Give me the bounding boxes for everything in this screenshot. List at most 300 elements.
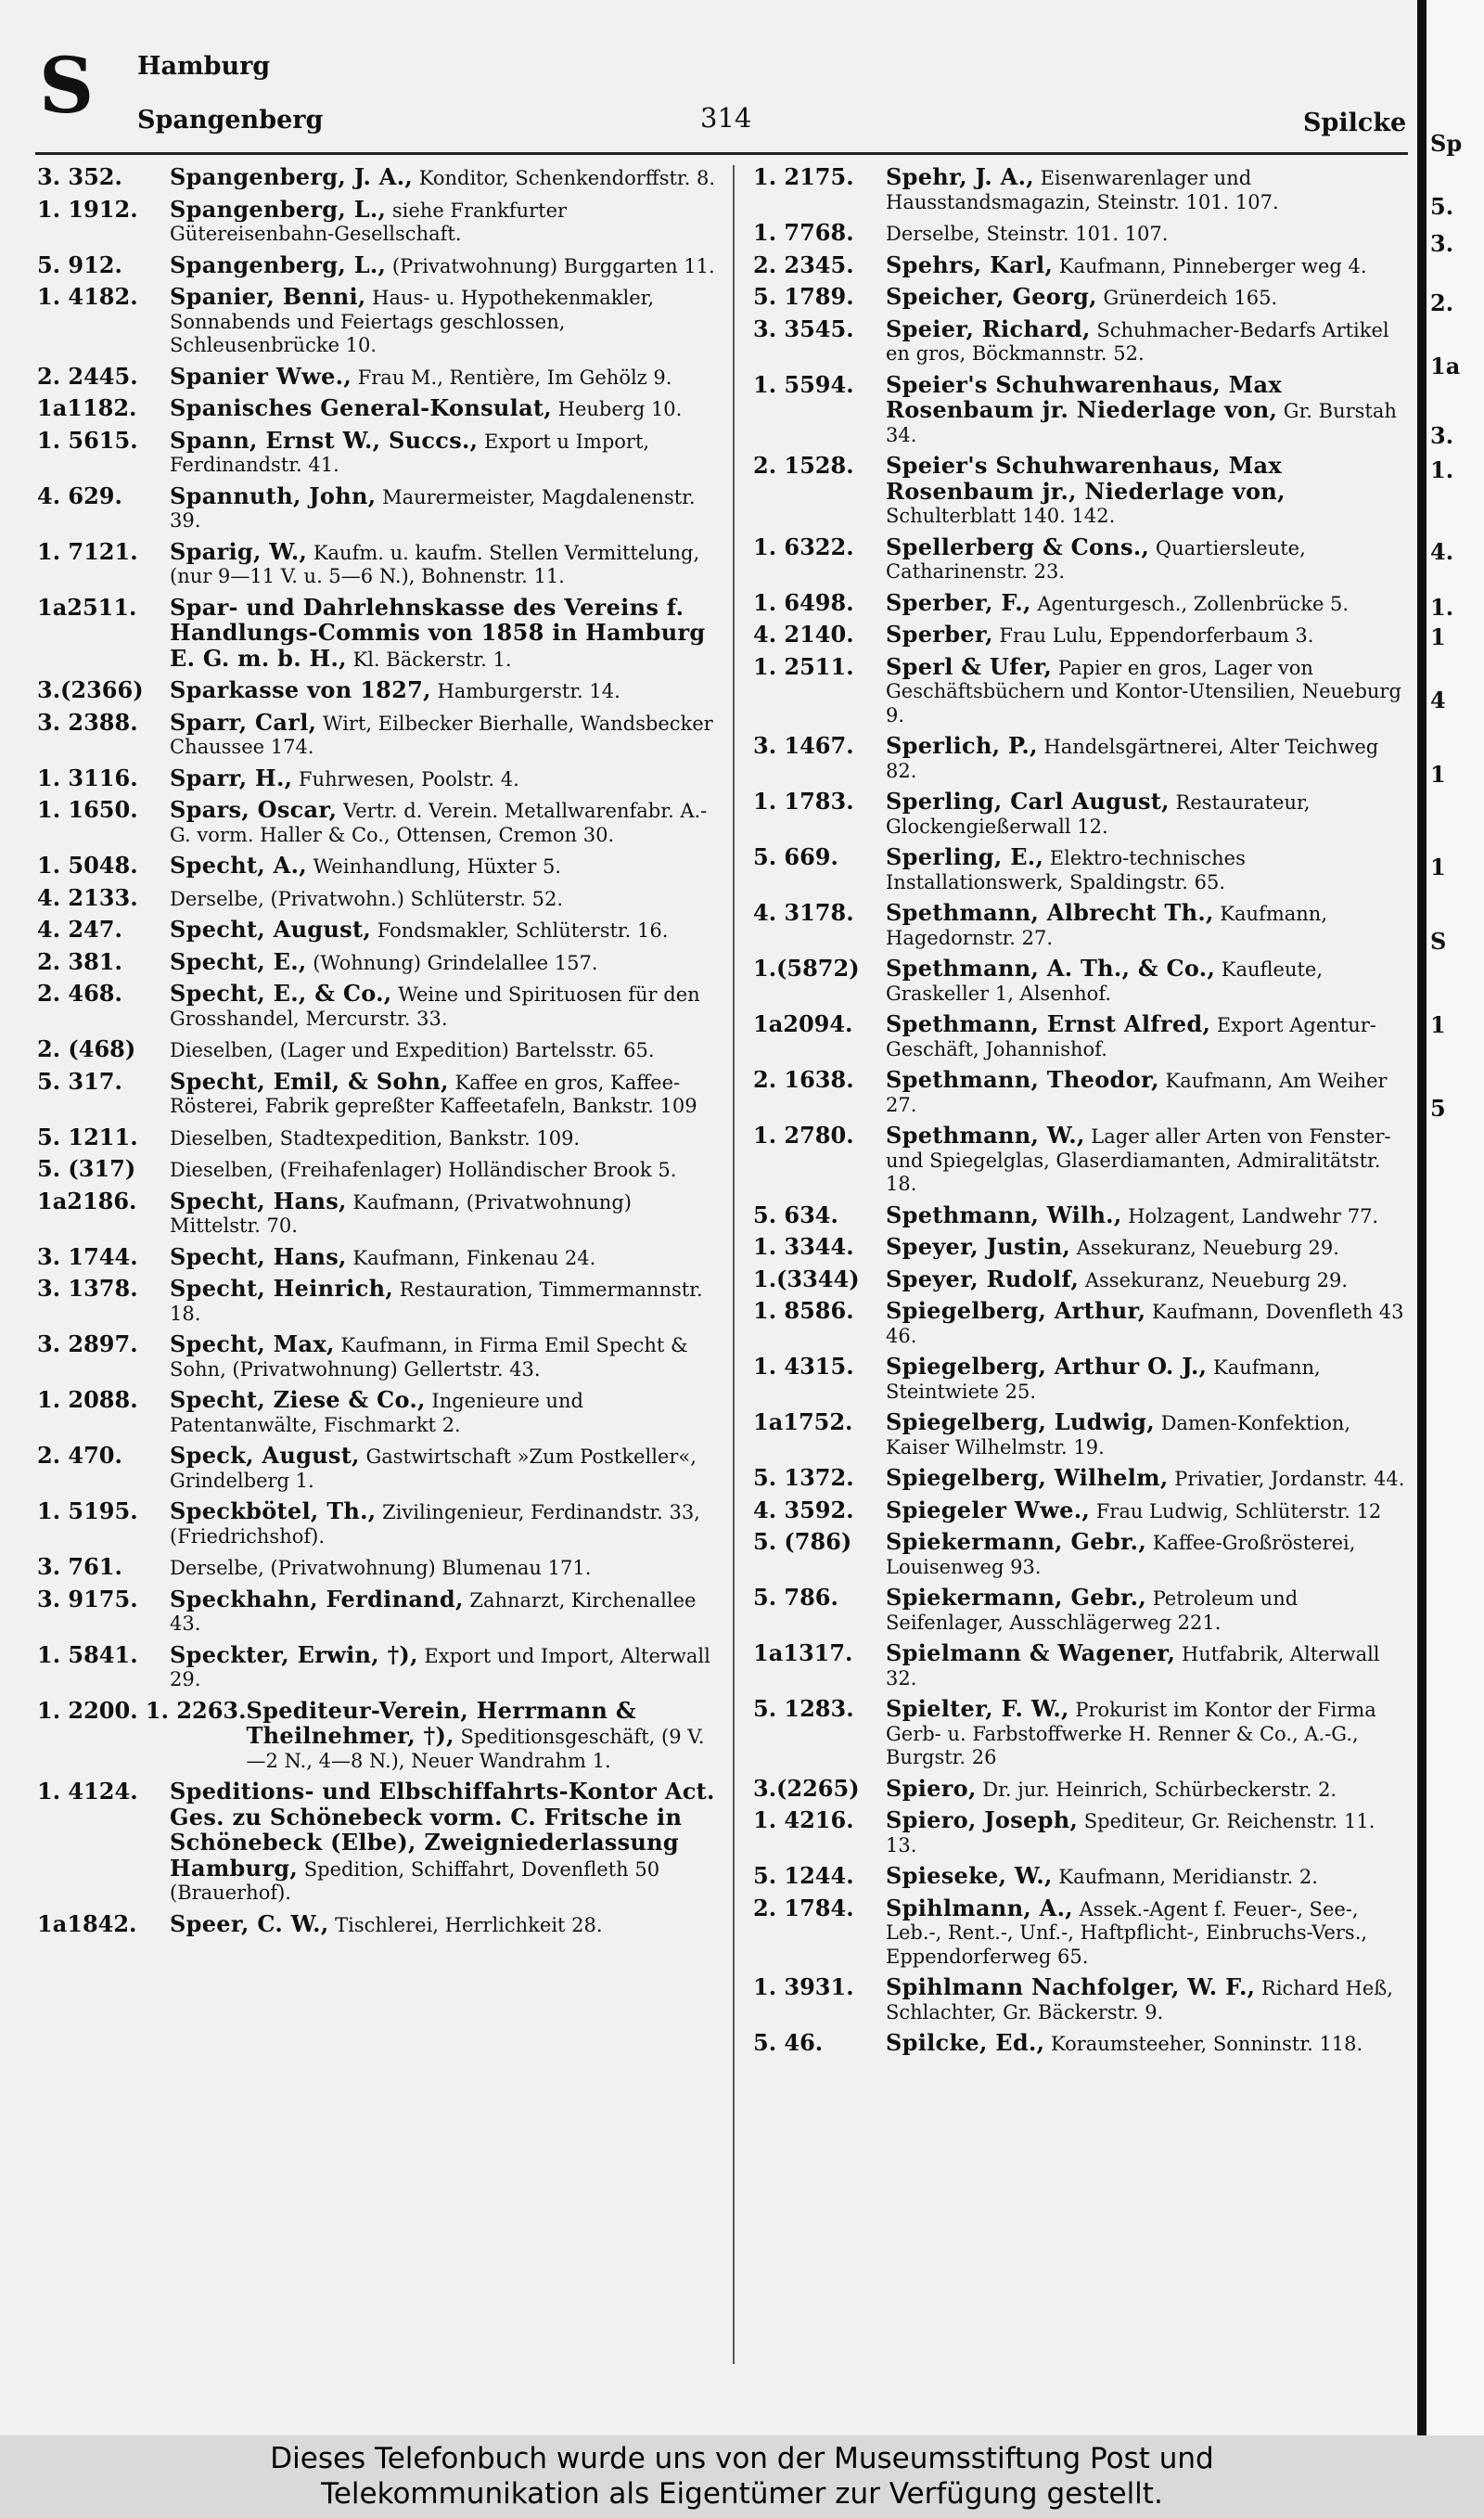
subscriber-name: Specht, Max, xyxy=(170,1330,335,1357)
entry-text xyxy=(170,1277,716,1326)
directory-entry xyxy=(37,1640,716,1692)
directory-entry xyxy=(753,454,1412,529)
subscriber-details: Maurermeister, Magdalenenstr. 39. xyxy=(170,485,696,532)
directory-entry xyxy=(37,1388,716,1437)
next-page-fragment: 1 xyxy=(1430,623,1446,650)
subscriber-details: Damen-Konfektion, Kaiser Wilhelmstr. 19. xyxy=(886,1412,1351,1458)
subscriber-details: Papier en gros, Lager von Geschäftsbüchern und Kontor-Utensilien, Neueburg 9. xyxy=(886,656,1401,726)
subscriber-name: Specht, Hans, xyxy=(170,1187,347,1214)
phone-number: 2. 2445. xyxy=(37,362,138,390)
entry-text xyxy=(170,593,716,673)
subscriber-name: Speyer, Justin, xyxy=(886,1233,1071,1260)
directory-entry xyxy=(753,901,1412,950)
phone-number: 1. 1912. xyxy=(37,195,138,223)
subscriber-details: Assekuranz, Neueburg 29. xyxy=(1084,1268,1349,1291)
subscriber-details: Assek.-Agent f. Feuer-, See-, Leb.-, Rent.-, Unf.-, Haftpflicht-, Einbruchs-Vers., Eppendorferweg 65. xyxy=(886,1897,1368,1968)
next-page-fragment: 5 xyxy=(1430,1095,1446,1122)
subscriber-details: Export und Import, Alterwall 29. xyxy=(170,1644,710,1690)
subscriber-name: Speier, Richard, xyxy=(886,315,1091,342)
subscriber-name: Spethmann, Wilh., xyxy=(886,1201,1122,1228)
entry-text xyxy=(170,1157,716,1183)
subscriber-name: Spethmann, A. Th., & Co., xyxy=(886,955,1216,982)
subscriber-name: Spielmann & Wagener, xyxy=(886,1639,1176,1666)
subscriber-name: Sparr, H., xyxy=(170,764,293,791)
subscriber-name: Specht, Ziese & Co., xyxy=(170,1386,426,1413)
phone-number: 3. 1467. xyxy=(753,732,854,759)
directory-entry xyxy=(37,1555,716,1581)
phone-number: 4. 2133. xyxy=(37,883,138,911)
entry-text xyxy=(170,1189,716,1239)
phone-number: 2. 2345. xyxy=(753,251,854,278)
subscriber-name: Spiegelberg, Arthur, xyxy=(886,1297,1146,1324)
phone-number: 1. 2200. 1. 2263. xyxy=(37,1696,247,1724)
subscriber-details: Dr. jur. Heinrich, Schürbeckerstr. 2. xyxy=(982,1778,1337,1801)
phone-number: 5. (317) xyxy=(37,1155,136,1182)
header-rule xyxy=(35,152,1408,155)
phone-number: 1. 6322. xyxy=(753,533,854,560)
subscriber-name: Sperl & Ufer, xyxy=(886,652,1053,680)
entry-text xyxy=(886,1267,1412,1293)
directory-entry xyxy=(37,883,716,912)
directory-entry xyxy=(753,790,1412,839)
phone-number: 1. 4124. xyxy=(37,1778,138,1805)
subscriber-details: Koraumsteeher, Sonninstr. 118. xyxy=(1050,2033,1363,2055)
subscriber-details: Export u Import, Ferdinandstr. 41. xyxy=(170,430,650,476)
directory-entry xyxy=(37,1909,716,1938)
subscriber-details: (Wohnung) Grindelallee 157. xyxy=(313,951,598,974)
directory-entry xyxy=(37,766,716,792)
entry-text xyxy=(886,1975,1412,2024)
next-page-fragment: 4 xyxy=(1430,687,1446,713)
directory-entry xyxy=(37,947,716,976)
directory-entry xyxy=(753,734,1412,783)
phone-number: 1a2511. xyxy=(37,593,137,621)
entry-text xyxy=(886,1355,1412,1404)
subscriber-details: Agenturgesch., Zollenbrücke 5. xyxy=(1037,592,1350,615)
entry-text xyxy=(886,1068,1412,1117)
subscriber-name: Spiero, Joseph, xyxy=(886,1806,1079,1833)
subscriber-details: Kaufmann, Hagedornstr. 27. xyxy=(886,903,1327,949)
subscriber-details: Gastwirtschaft »Zum Postkeller«, Grindelberg 1. xyxy=(170,1445,697,1492)
subscriber-name: Speer, C. W., xyxy=(170,1909,329,1937)
phone-number: 1a1752. xyxy=(753,1408,853,1435)
subscriber-details: Kaffee en gros, Kaffee-Rösterei, Fabrik gepreßter Kaffeetafeln, Bankstr. 109 xyxy=(170,1071,697,1117)
entry-text xyxy=(886,1203,1412,1229)
phone-number: 3. 352. xyxy=(37,163,122,190)
subscriber-name: Spellerberg & Cons., xyxy=(886,533,1150,560)
subscriber-details: Richard Heß, Schlachter, Gr. Bäckerstr. 9. xyxy=(886,1977,1393,2023)
entry-text xyxy=(170,1555,716,1581)
subscriber-details: Kaufmann, Am Weiher 27. xyxy=(886,1070,1388,1116)
right-column xyxy=(753,165,1412,2063)
directory-entry xyxy=(753,1466,1412,1492)
next-page-fragment: 2. xyxy=(1430,289,1454,316)
directory-entry xyxy=(753,285,1412,311)
entry-text xyxy=(170,1067,716,1119)
subscriber-details: Petroleum und Seifenlager, Ausschlägerweg 221. xyxy=(886,1587,1298,1634)
subscriber-details: Vertr. d. Verein. Metallwarenfabr. A.-G. vorm. Haller & Co., Ottensen, Cremon 30. xyxy=(170,800,708,846)
phone-number: 1. 5048. xyxy=(37,852,138,879)
subscriber-details: Holzagent, Landwehr 77. xyxy=(1128,1204,1379,1227)
entry-text xyxy=(886,845,1412,894)
entry-text xyxy=(170,1779,716,1906)
subscriber-name: Spangenberg, L., xyxy=(170,195,387,223)
entry-text xyxy=(170,537,716,589)
subscriber-details: Zivilingenieur, Ferdinandstr. 33, (Friedrichshof). xyxy=(170,1501,700,1548)
directory-entry xyxy=(753,1808,1412,1857)
subscriber-details: Frau Lulu, Eppendorferbaum 3. xyxy=(999,624,1314,647)
subscriber-name: Spannuth, John, xyxy=(170,482,377,509)
subscriber-details: Derselbe, (Privatwohn.) Schlüterstr. 52. xyxy=(170,887,564,910)
directory-entry xyxy=(37,484,716,533)
directory-entry xyxy=(37,1037,716,1063)
subscriber-name: Specht, E., xyxy=(170,947,307,975)
directory-entry xyxy=(753,1299,1412,1348)
entry-text xyxy=(886,535,1412,585)
subscriber-details: Prokurist im Kontor der Firma Gerb- u. Farbstoffwerke H. Renner & Co., A.-G., Burgstr. 26 xyxy=(886,1699,1376,1768)
entry-text xyxy=(886,1124,1412,1197)
entry-text xyxy=(170,982,716,1031)
subscriber-details: Kaufleute, Graskeller 1, Alsenhof. xyxy=(886,958,1324,1005)
directory-entry xyxy=(37,1696,716,1774)
phone-number: 5. (786) xyxy=(753,1528,852,1555)
next-page-fragment: 3. xyxy=(1430,422,1454,449)
subscriber-name: Specht, Hans, xyxy=(170,1242,347,1270)
phone-number: 3. 1378. xyxy=(37,1275,138,1302)
entry-text xyxy=(886,1235,1412,1261)
directory-entry xyxy=(37,1277,716,1326)
phone-number: 2. 1784. xyxy=(753,1894,854,1921)
subscriber-details: Kl. Bäckerstr. 1. xyxy=(352,648,512,671)
subscriber-name: Spediteur-Verein, Herrmann & Theilnehmer, †), xyxy=(246,1696,636,1749)
subscriber-name: Spann, Ernst W., Succs., xyxy=(170,426,479,454)
subscriber-name: Spanisches General-Konsulat, xyxy=(170,394,552,421)
subscriber-name: Specht, Emil, & Sohn, xyxy=(170,1067,449,1095)
phone-number: 2. 470. xyxy=(37,1442,122,1469)
entry-text xyxy=(170,854,716,880)
subscriber-name: Spiegelberg, Ludwig, xyxy=(886,1408,1155,1435)
directory-entry xyxy=(37,362,716,391)
directory-entry xyxy=(753,1012,1412,1061)
subscriber-name: Spethmann, Ernst Alfred, xyxy=(886,1010,1211,1037)
subscriber-name: Specht, Heinrich, xyxy=(170,1275,394,1302)
directory-entry xyxy=(753,652,1412,728)
next-page-fragment: 1a xyxy=(1430,353,1461,379)
subscriber-name: Spiekermann, Gebr., xyxy=(886,1528,1146,1555)
phone-number: 2. 468. xyxy=(37,980,122,1007)
entry-text xyxy=(170,1242,716,1271)
entry-text xyxy=(886,652,1412,728)
subscriber-details: Dieselben, Stadtexpedition, Bankstr. 109. xyxy=(170,1126,581,1150)
phone-number: 3. 9175. xyxy=(37,1585,138,1612)
subscriber-details: Fuhrwesen, Poolstr. 4. xyxy=(299,767,519,790)
subscriber-details: Frau M., Rentière, Im Gehölz 9. xyxy=(357,366,672,389)
directory-entry xyxy=(753,1641,1412,1690)
subscriber-details: Lager aller Arten von Fenster- und Spiegelglas, Glaserdiamanten, Admiralitätstr. 18. xyxy=(886,1125,1391,1195)
directory-entry xyxy=(37,982,716,1031)
directory-entry xyxy=(753,370,1412,448)
phone-number: 5. 1789. xyxy=(753,283,854,310)
subscriber-details: Derselbe, Steinstr. 101. 107. xyxy=(886,223,1169,245)
next-page-fragment: 5. xyxy=(1430,193,1454,220)
subscriber-details: Gr. Burstah 34. xyxy=(886,400,1397,446)
entry-text xyxy=(886,1864,1412,1890)
directory-entry xyxy=(753,1530,1412,1579)
directory-entry xyxy=(753,1410,1412,1459)
subscriber-details: Restauration, Timmermannstr. 18. xyxy=(170,1278,703,1325)
subscriber-name: Sparkasse von 1827, xyxy=(170,676,431,703)
phone-number: 4. 3178. xyxy=(753,899,854,926)
entry-text xyxy=(886,1530,1412,1579)
subscriber-name: Speckter, Erwin, †), xyxy=(170,1640,418,1668)
entry-text xyxy=(886,1586,1412,1635)
directory-entry xyxy=(37,1189,716,1239)
subscriber-name: Spiegeler Wwe., xyxy=(886,1496,1091,1523)
entry-text xyxy=(170,798,716,847)
next-page-fragment: S xyxy=(1430,928,1447,955)
subscriber-details: Kaufmann, Dovenfleth 43 46. xyxy=(886,1301,1404,1347)
directory-entry xyxy=(753,1267,1412,1293)
next-page-fragment: 4. xyxy=(1430,538,1454,565)
directory-entry xyxy=(753,957,1412,1006)
entry-text xyxy=(886,1012,1412,1061)
directory-entry xyxy=(753,1864,1412,1890)
subscriber-name: Spars, Oscar, xyxy=(170,796,338,823)
phone-number: 1. 8586. xyxy=(753,1297,854,1324)
subscriber-name: Sperber, F., xyxy=(886,588,1031,616)
phone-number: 1. 1783. xyxy=(753,788,854,815)
entry-text xyxy=(886,253,1412,279)
page-edge xyxy=(1417,0,1426,2435)
subscriber-name: Spanier Wwe., xyxy=(170,362,352,390)
subscriber-name: Spanier, Benni, xyxy=(170,283,366,310)
phone-number: 1.(5872) xyxy=(753,955,860,982)
subscriber-name: Spehr, J. A., xyxy=(886,163,1034,190)
entry-text xyxy=(886,623,1412,649)
phone-number: 5. 669. xyxy=(753,843,838,870)
entry-text xyxy=(170,1388,716,1437)
entry-text xyxy=(170,1499,716,1548)
directory-entry xyxy=(37,918,716,944)
range-start-heading: Spangenberg xyxy=(137,106,324,135)
entry-text xyxy=(170,362,716,391)
subscriber-details: Tischlerei, Herrlichkeit 28. xyxy=(335,1913,603,1936)
footer-line-1: Dieses Telefonbuch wurde uns von der Museumsstiftung Post und xyxy=(270,2442,1214,2475)
subscriber-details: Speditionsgeschäft, (9 V.—2 N., 4—8 N.), Neuer Wandrahm 1. xyxy=(246,1726,705,1772)
phone-number: 1a1842. xyxy=(37,1909,137,1937)
subscriber-details: Kaufmann, Meridianstr. 2. xyxy=(1058,1866,1318,1888)
phone-number: 1. 2780. xyxy=(753,1122,854,1149)
next-page-fragment: 1. xyxy=(1430,456,1454,483)
directory-entry xyxy=(753,1068,1412,1117)
entry-text xyxy=(170,165,716,191)
entry-text xyxy=(170,678,716,704)
phone-number: 3. 761. xyxy=(37,1553,122,1580)
entry-text xyxy=(170,1125,716,1151)
subscriber-name: Sparig, W., xyxy=(170,537,308,565)
subscriber-name: Spangenberg, J. A., xyxy=(170,163,414,190)
subscriber-name: Specht, August, xyxy=(170,916,371,943)
subscriber-details: Kaufmann, in Firma Emil Specht & Sohn, (Privatwohnung) Gellertstr. 43. xyxy=(170,1334,688,1381)
phone-number: 5. 1211. xyxy=(37,1123,138,1150)
subscriber-name: Spethmann, Theodor, xyxy=(886,1066,1159,1093)
subscriber-name: Specht, A., xyxy=(170,852,307,879)
subscriber-details: Elektro-technisches Installationswerk, Spaldingstr. 65. xyxy=(886,847,1246,893)
next-page-fragment: 1 xyxy=(1430,854,1446,880)
entry-text xyxy=(170,1640,716,1692)
phone-number: 1. 2088. xyxy=(37,1386,138,1413)
directory-entry xyxy=(37,426,716,478)
directory-entry xyxy=(37,285,716,358)
phone-number: 2. (468) xyxy=(37,1035,136,1062)
directory-entry xyxy=(753,1203,1412,1229)
subscriber-name: Spethmann, Albrecht Th., xyxy=(886,899,1214,926)
phone-number: 1. 4216. xyxy=(753,1806,854,1833)
directory-entry xyxy=(753,317,1412,366)
phone-number: 1. 4315. xyxy=(753,1353,854,1380)
directory-entry xyxy=(753,588,1412,617)
subscriber-name: Spihlmann Nachfolger, W. F., xyxy=(886,1973,1256,2000)
directory-entry xyxy=(753,221,1412,247)
directory-entry xyxy=(753,1498,1412,1524)
directory-entry xyxy=(37,195,716,247)
phone-number: 1. 5841. xyxy=(37,1640,138,1668)
directory-entry xyxy=(37,1499,716,1548)
subscriber-details: Dieselben, (Lager und Expedition) Bartelsstr. 65. xyxy=(170,1039,655,1061)
entry-text xyxy=(886,317,1412,366)
next-page-fragment: Sp xyxy=(1430,130,1463,157)
entry-text xyxy=(886,1697,1412,1770)
subscriber-name: Spethmann, W., xyxy=(886,1122,1085,1149)
phone-number: 4. 247. xyxy=(37,916,122,943)
subscriber-details: Hutfabrik, Alterwall 32. xyxy=(886,1643,1380,1689)
directory-entry xyxy=(753,1355,1412,1404)
entry-text xyxy=(170,1332,716,1381)
phone-number: 1a2186. xyxy=(37,1187,137,1214)
directory-entry xyxy=(753,165,1412,214)
subscriber-name: Speicher, Georg, xyxy=(886,283,1097,310)
subscriber-name: Speier's Schuhwarenhaus, Max Rosenbaum jr., Niederlage von, xyxy=(886,452,1286,505)
entry-text xyxy=(170,253,716,279)
entry-text xyxy=(886,957,1412,1006)
subscriber-details: Frau Ludwig, Schlüterstr. 12 xyxy=(1095,1499,1382,1522)
phone-number: 1. 7768. xyxy=(753,219,854,246)
directory-entry xyxy=(37,1444,716,1493)
page-number: 314 xyxy=(700,102,752,134)
subscriber-details: Ingenieure und Patentanwälte, Fischmarkt 2. xyxy=(170,1390,583,1436)
subscriber-details: Hamburgerstr. 14. xyxy=(437,680,620,702)
entry-text xyxy=(886,165,1412,214)
directory-entry xyxy=(753,623,1412,649)
subscriber-name: Sperling, E., xyxy=(886,843,1044,870)
subscriber-details: (Privatwohnung) Burggarten 11. xyxy=(391,254,715,277)
directory-entry xyxy=(37,537,716,589)
subscriber-details: Handelsgärtnerei, Alter Teichweg 82. xyxy=(886,736,1379,782)
subscriber-name: Sperlich, P., xyxy=(886,732,1038,759)
footer-notice xyxy=(0,2435,1484,2518)
phone-number: 3.(2265) xyxy=(753,1774,860,1802)
phone-number: 5. 1372. xyxy=(753,1464,854,1491)
directory-entry xyxy=(37,593,716,673)
subscriber-name: Spar- und Dahrlehnskasse des Vereins f. Handlungs-Commis von 1858 in Hamburg E. G. m. b. H., xyxy=(170,593,706,672)
subscriber-name: Speier's Schuhwarenhaus, Max Rosenbaum jr. Niederlage von, xyxy=(886,370,1282,423)
subscriber-details: Schulterblatt 140. 142. xyxy=(886,505,1116,527)
subscriber-details: Quartiersleute, Catharinenstr. 23. xyxy=(886,536,1306,583)
phone-number: 4. 3592. xyxy=(753,1496,854,1523)
subscriber-name: Spilcke, Ed., xyxy=(886,2029,1045,2056)
phone-number: 1. 6498. xyxy=(753,588,854,616)
entry-text xyxy=(886,221,1412,247)
subscriber-name: Sparr, Carl, xyxy=(170,708,317,736)
entry-text xyxy=(886,370,1412,448)
phone-number: 1.(3344) xyxy=(753,1265,860,1292)
subscriber-details: Kaufm. u. kaufm. Stellen Vermittelung, (nur 9—11 V. u. 5—6 N.), Bohnenstr. 11. xyxy=(170,541,700,587)
phone-number: 1. 5615. xyxy=(37,426,138,454)
subscriber-name: Speckhahn, Ferdinand, xyxy=(170,1585,464,1612)
phone-number: 1. 3931. xyxy=(753,1973,854,2000)
entry-text xyxy=(170,918,716,944)
directory-entry xyxy=(753,1235,1412,1261)
entry-text xyxy=(170,396,716,422)
subscriber-details: Fondsmakler, Schlüterstr. 16. xyxy=(377,919,669,942)
entry-text xyxy=(170,1909,716,1938)
subscriber-name: Spiekermann, Gebr., xyxy=(886,1584,1146,1611)
next-page-fragment: 1 xyxy=(1430,1011,1446,1038)
phone-number: 1. 5195. xyxy=(37,1497,138,1524)
phone-number: 2. 381. xyxy=(37,947,122,975)
entry-text xyxy=(886,285,1412,311)
subscriber-details: Schuhmacher-Bedarfs Artikel en gros, Böckmannstr. 52. xyxy=(886,318,1389,365)
next-page-fragment: 3. xyxy=(1430,230,1454,257)
directory-entry xyxy=(753,2031,1412,2057)
phone-number: 1a1317. xyxy=(753,1639,853,1666)
subscriber-details: Spediteur, Gr. Reichenstr. 11. 13. xyxy=(886,1810,1375,1856)
phone-number: 3. 1744. xyxy=(37,1242,138,1270)
subscriber-details: Haus- u. Hypothekenmakler, Sonnabends und Feiertags geschlossen, Schleusenbrücke 10. xyxy=(170,287,655,356)
entry-text xyxy=(170,1037,716,1063)
section-letter: S xyxy=(39,42,95,131)
subscriber-details: Restaurateur, Glockengießerwall 12. xyxy=(886,791,1311,838)
directory-entry xyxy=(753,535,1412,585)
directory-entry xyxy=(37,708,716,760)
subscriber-details: siehe Frankfurter Gütereisenbahn-Gesellschaft. xyxy=(170,199,568,245)
phone-number: 1. 5594. xyxy=(753,370,854,398)
subscriber-name: Sperber, xyxy=(886,621,993,648)
subscriber-details: Weine und Spirituosen für den Grosshandel, Mercurstr. 33. xyxy=(170,983,700,1030)
next-page-fragment: 1 xyxy=(1430,761,1446,788)
subscriber-details: Export Agentur-Geschäft, Johannishof. xyxy=(886,1014,1376,1060)
phone-number: 1. 2511. xyxy=(753,652,854,680)
next-page-strip xyxy=(1426,0,1484,2435)
entry-text xyxy=(886,1808,1412,1857)
phone-number: 4. 629. xyxy=(37,482,122,509)
subscriber-details: Spedition, Schiffahrt, Dovenfleth 50 (Brauerhof). xyxy=(170,1857,660,1904)
entry-text xyxy=(170,1444,716,1493)
subscriber-details: Wirt, Eilbecker Bierhalle, Wandsbecker Chaussee 174. xyxy=(170,712,713,758)
phone-number: 3.(2366) xyxy=(37,676,144,703)
subscriber-details: Konditor, Schenkendorffstr. 8. xyxy=(418,167,716,189)
entry-text xyxy=(170,947,716,976)
footer-line-2: Telekommunikation als Eigentümer zur Verfügung gestellt. xyxy=(321,2477,1163,2511)
phone-number: 3. 2388. xyxy=(37,708,138,736)
phone-number: 5. 46. xyxy=(753,2029,824,2056)
phone-number: 3. 3545. xyxy=(753,315,854,342)
subscriber-details: Zahnarzt, Kirchenallee 43. xyxy=(170,1588,697,1635)
phone-number: 1. 3344. xyxy=(753,1233,854,1260)
directory-entry xyxy=(37,1332,716,1381)
entry-text xyxy=(886,790,1412,839)
phone-number: 1a1182. xyxy=(37,394,137,421)
